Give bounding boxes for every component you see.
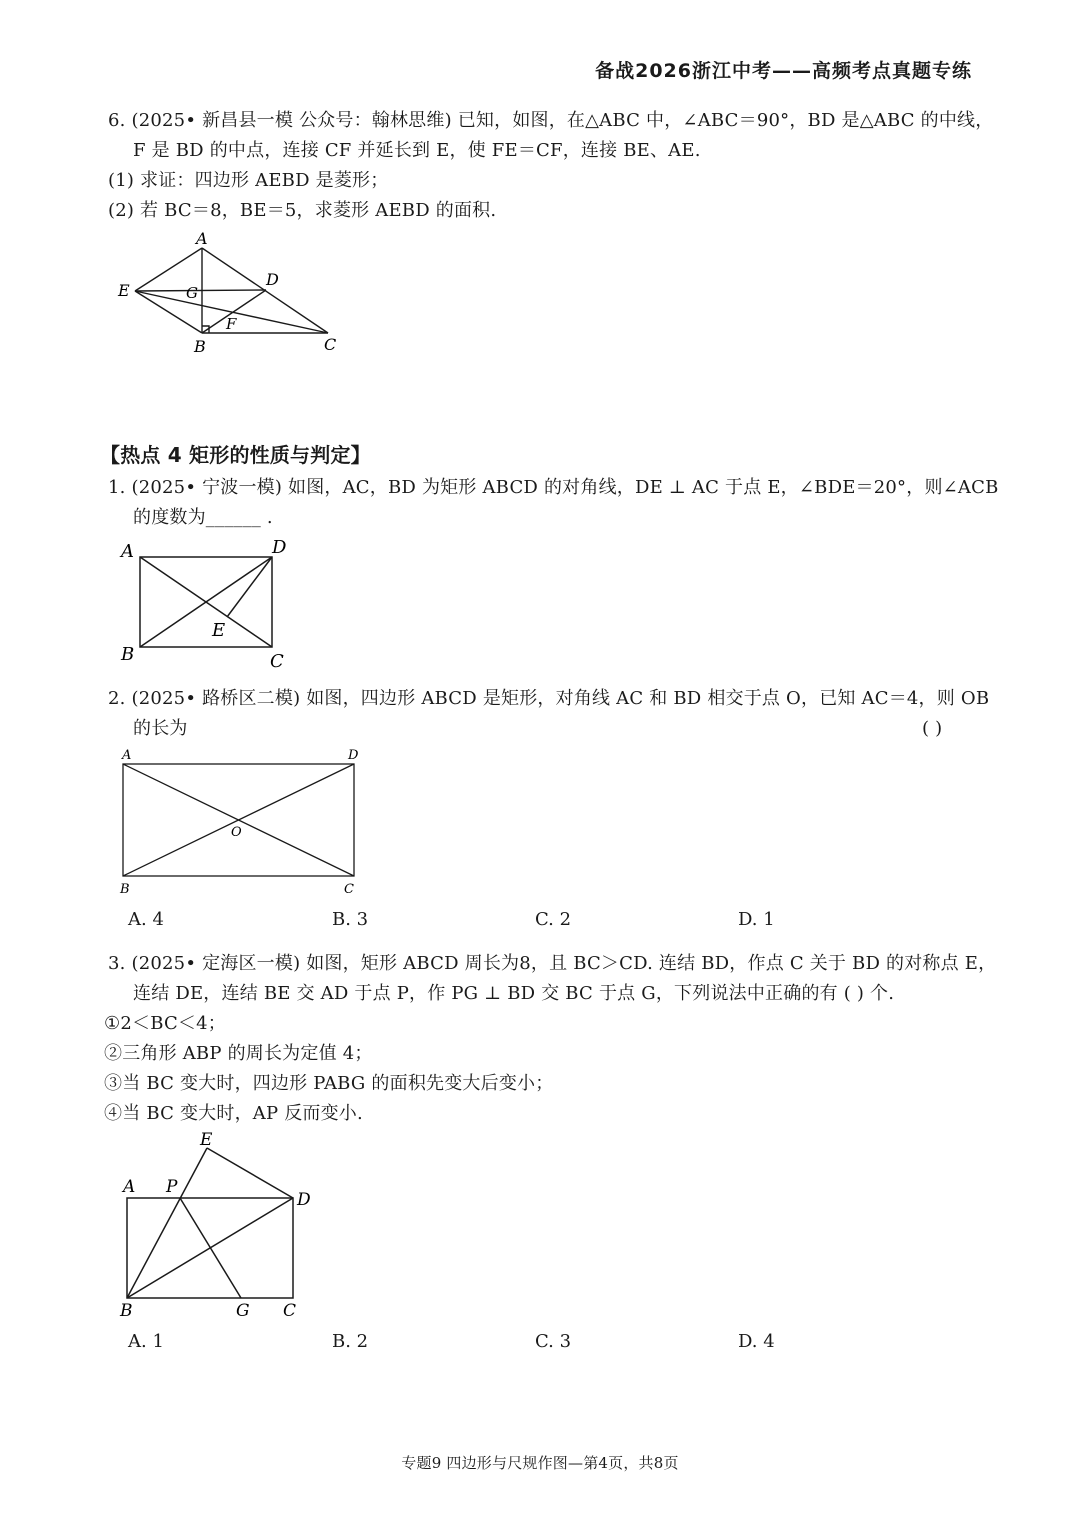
p3-label-d: D: [297, 1190, 311, 1210]
p2-label-d: D: [348, 748, 359, 763]
p2-option-c[interactable]: C. 2: [535, 909, 572, 930]
p1-label-c: C: [270, 651, 284, 672]
p3-label-b: B: [120, 1301, 133, 1321]
q6-label-c: C: [324, 335, 337, 354]
p3-seg-pg: [180, 1198, 241, 1298]
p2-figure: [112, 745, 372, 900]
p3-statement-1: ①2＜BC＜4；: [104, 1013, 226, 1034]
q6-part2: (2) 若 BC＝8，BE＝5，求菱形 AEBD 的面积.: [108, 200, 497, 221]
q6-label-g: G: [186, 284, 198, 302]
p1-figure: [115, 535, 295, 675]
p2-label-c: C: [344, 882, 354, 897]
p3-option-b[interactable]: B. 2: [332, 1331, 369, 1352]
p2-option-b[interactable]: B. 3: [332, 909, 369, 930]
p3-label-c: C: [283, 1301, 297, 1321]
p3-label-e: E: [200, 1130, 213, 1150]
q6-line2: F 是 BD 的中点，连接 CF 并延长到 E，使 FE＝CF，连接 BE、AE.: [133, 140, 701, 161]
p3-line2: 连结 DE，连结 BE 交 AD 于点 P，作 PG ⊥ BD 交 BC 于点 G，下列说法中正确的有 ( ) 个.: [133, 983, 895, 1004]
p1-line1: 1. (2025• 宁波一模) 如图，AC，BD 为矩形 ABCD 的对角线，DE ⊥ AC 于点 E，∠BDE＝20°，则∠ACB: [108, 477, 999, 498]
p3-statement-2: ②三角形 ABP 的周长为定值 4；: [104, 1043, 373, 1064]
p2-label-o: O: [231, 825, 242, 840]
q6-label-e: E: [118, 281, 130, 300]
page-footer: 专题9 四边形与尺规作图—第4页，共8页: [401, 1454, 679, 1472]
p3-option-a[interactable]: A. 1: [128, 1331, 164, 1352]
q6-figure: [110, 228, 350, 358]
p3-statement-4: ④当 BC 变大时，AP 反而变小.: [104, 1103, 363, 1124]
page-header: 备战2026浙江中考——高频考点真题专练: [595, 60, 972, 82]
p3-option-d[interactable]: D. 4: [738, 1331, 775, 1352]
p3-option-c[interactable]: C. 3: [535, 1331, 572, 1352]
p3-label-a: A: [123, 1177, 136, 1197]
q6-seg-ed: [135, 290, 266, 291]
p2-option-d[interactable]: D. 1: [738, 909, 775, 930]
p3-line1: 3. (2025• 定海区一模) 如图，矩形 ABCD 周长为8，且 BC＞CD. 连结 BD，作点 C 关于 BD 的对称点 E，: [108, 953, 997, 974]
q6-label-a: A: [196, 229, 208, 248]
p3-seg-ed: [207, 1148, 293, 1198]
p3-statement-3: ③当 BC 变大时，四边形 PABG 的面积先变大后变小；: [104, 1073, 554, 1094]
p2-line2: 的长为: [133, 718, 188, 739]
section-title: 【热点 4 矩形的性质与判定】: [100, 443, 371, 467]
q6-label-b: B: [194, 337, 206, 356]
p2-answer-bracket: ( ): [922, 718, 943, 739]
p1-seg-de: [227, 557, 272, 617]
p1-line2: 的度数为______ .: [133, 507, 273, 528]
q6-part1: (1) 求证：四边形 AEBD 是菱形；: [108, 170, 389, 191]
p3-label-p: P: [166, 1177, 178, 1197]
p1-label-b: B: [121, 644, 135, 665]
p2-label-a: A: [122, 748, 132, 763]
q6-label-d: D: [266, 270, 279, 289]
p3-label-g: G: [236, 1301, 250, 1321]
p2-line1: 2. (2025• 路桥区二模) 如图，四边形 ABCD 是矩形，对角线 AC 和 BD 相交于点 O，已知 AC＝4，则 OB: [108, 688, 990, 709]
p1-label-e: E: [212, 620, 226, 641]
p3-figure: [110, 1128, 330, 1323]
p1-label-d: D: [272, 537, 287, 558]
p2-option-a[interactable]: A. 4: [128, 909, 164, 930]
q6-label-f: F: [226, 315, 237, 333]
p2-label-b: B: [120, 882, 130, 897]
p1-label-a: A: [121, 541, 134, 562]
q6-line1: 6. (2025• 新昌县一模 公众号：翰林思维) 已知，如图，在△ABC 中，∠ABC＝90°，BD 是△ABC 的中线，: [108, 110, 994, 131]
